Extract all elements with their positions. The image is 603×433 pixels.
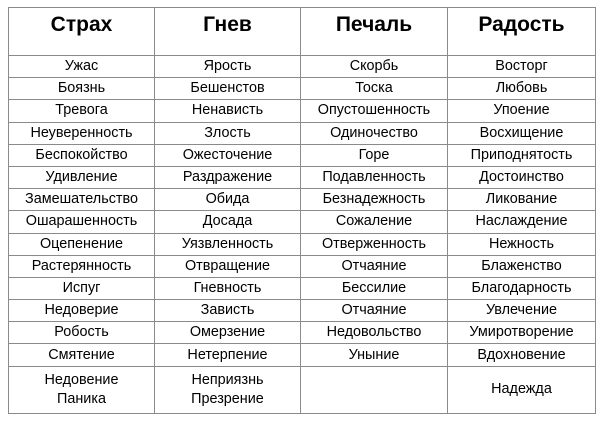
cell-anger: Уязвленность <box>155 233 301 255</box>
cell-joy: Увлечение <box>448 300 596 322</box>
cell-sadness: Недовольство <box>301 322 448 344</box>
cell-anger <box>155 366 301 413</box>
cell-anger: Ярость <box>155 56 301 78</box>
table-body <box>9 56 596 414</box>
cell-joy: Ликование <box>448 189 596 211</box>
cell-sadness: Бессилие <box>301 277 448 299</box>
cell-line: Надежда <box>491 381 552 398</box>
cell-fear <box>9 366 155 413</box>
cell-line: Презрение <box>191 390 264 407</box>
table-row <box>9 322 596 344</box>
cell-fear: Неуверенность <box>9 122 155 144</box>
cell-joy: Блаженство <box>448 255 596 277</box>
cell-joy: Достоинство <box>448 166 596 188</box>
cell-line: Паника <box>57 390 106 407</box>
cell-sadness: Горе <box>301 144 448 166</box>
emotions-table <box>8 7 596 414</box>
table-row <box>9 100 596 122</box>
cell-joy: Приподнятость <box>448 144 596 166</box>
cell-anger: Ожесточение <box>155 144 301 166</box>
cell-joy: Нежность <box>448 233 596 255</box>
cell-joy: Наслаждение <box>448 211 596 233</box>
cell-sadness: Отчаяние <box>301 255 448 277</box>
cell-joy: Упоение <box>448 100 596 122</box>
cell-anger: Злость <box>155 122 301 144</box>
cell-sadness: Отверженность <box>301 233 448 255</box>
cell-sadness: Опустошенность <box>301 100 448 122</box>
cell-line: Недовение <box>44 371 119 388</box>
cell-fear: Испуг <box>9 277 155 299</box>
cell-fear: Оцепенение <box>9 233 155 255</box>
cell-anger: Ненависть <box>155 100 301 122</box>
cell-joy <box>448 366 596 413</box>
table-row <box>9 78 596 100</box>
table-row <box>9 56 596 78</box>
header-row <box>9 8 596 56</box>
table-row <box>9 255 596 277</box>
table-row <box>9 189 596 211</box>
cell-anger: Раздражение <box>155 166 301 188</box>
cell-fear: Смятение <box>9 344 155 366</box>
table-row <box>9 122 596 144</box>
cell-anger: Бешенстов <box>155 78 301 100</box>
header-fear: Страх <box>9 8 155 56</box>
cell-joy: Благодарность <box>448 277 596 299</box>
cell-anger: Зависть <box>155 300 301 322</box>
cell-joy: Восхищение <box>448 122 596 144</box>
table-row <box>9 344 596 366</box>
cell-joy: Любовь <box>448 78 596 100</box>
cell-joy: Восторг <box>448 56 596 78</box>
cell-sadness: Тоска <box>301 78 448 100</box>
cell-anger: Досада <box>155 211 301 233</box>
cell-joy: Умиротворение <box>448 322 596 344</box>
cell-sadness: Безнадежность <box>301 189 448 211</box>
cell-fear: Боязнь <box>9 78 155 100</box>
cell-anger: Омерзение <box>155 322 301 344</box>
header-joy: Радость <box>448 8 596 56</box>
cell-anger: Обида <box>155 189 301 211</box>
table-row <box>9 300 596 322</box>
table-row <box>9 166 596 188</box>
table-row-last <box>9 366 596 413</box>
cell-anger: Нетерпение <box>155 344 301 366</box>
cell-sadness: Скорбь <box>301 56 448 78</box>
cell-anger: Отвращение <box>155 255 301 277</box>
cell-anger: Гневность <box>155 277 301 299</box>
cell-fear: Замешательство <box>9 189 155 211</box>
cell-joy: Вдохновение <box>448 344 596 366</box>
cell-fear: Беспокойство <box>9 144 155 166</box>
table-row <box>9 144 596 166</box>
cell-fear: Робость <box>9 322 155 344</box>
cell-sadness: Сожаление <box>301 211 448 233</box>
cell-line: Неприязнь <box>191 371 264 388</box>
cell-sadness: Отчаяние <box>301 300 448 322</box>
cell-fear: Недоверие <box>9 300 155 322</box>
header-sadness: Печаль <box>301 8 448 56</box>
table-row <box>9 233 596 255</box>
cell-fear: Тревога <box>9 100 155 122</box>
cell-sadness: Одиночество <box>301 122 448 144</box>
cell-sadness: Подавленность <box>301 166 448 188</box>
cell-sadness: Уныние <box>301 344 448 366</box>
cell-fear: Удивление <box>9 166 155 188</box>
table-row <box>9 277 596 299</box>
header-anger: Гнев <box>155 8 301 56</box>
cell-fear: Ошарашенность <box>9 211 155 233</box>
cell-sadness <box>301 366 448 413</box>
cell-fear: Растерянность <box>9 255 155 277</box>
table-row <box>9 211 596 233</box>
cell-fear: Ужас <box>9 56 155 78</box>
